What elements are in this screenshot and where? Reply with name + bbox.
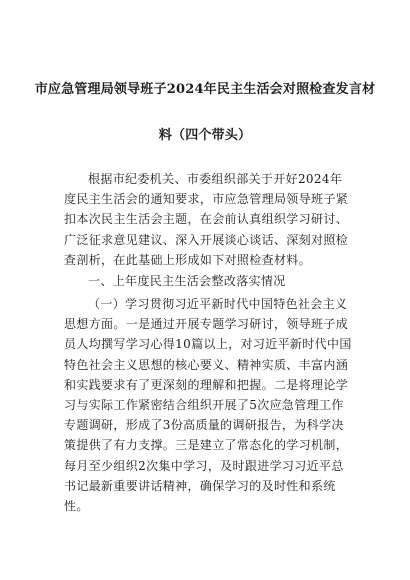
document-title-line-2: 料（四个带头） (158, 128, 252, 143)
intro-paragraph: 根据市纪委机关、市委组织部关于开好2024年度民主生活会的通知要求，市应急管理局领导班子紧扣本次民主生活会主题，在会前认真组织学习研讨、广泛征求意见建议、深入开展谈心谈话、深刻对照检查剖析，在此基础上形成如下对照检查材料。 (64, 172, 349, 267)
document-title-line-1: 市应急管理局领导班子2024年民主生活会对照检查发言材 (34, 82, 376, 97)
section-heading: 一、上年度民主生活会整改落实情况 (88, 274, 286, 288)
intro-paragraph-block (64, 169, 352, 270)
paragraph-1: （一）学习贯彻习近平新时代中国特色社会主义思想方面。一是通过开展专题学习研讨，领导班子成员人均撰写学习心得10篇以上，对习近平新时代中国特色社会主义思想的核心要义、精神实质、丰富内涵和实践要求有了更深刻的理解和把握。二是将理论学习与实际工作紧密结合组织开展了5次应急管理工作专题调研，形成了3份高质量的调研报告，为科学决策提供了有力支撑。三是建立了常态化的学习机制，每月至少组织2次集中学习，及时跟进学习习近平总书记最新重要讲话精神，确保学习的及时性和系统性。 (64, 297, 352, 514)
paragraph-1-block (64, 294, 352, 516)
